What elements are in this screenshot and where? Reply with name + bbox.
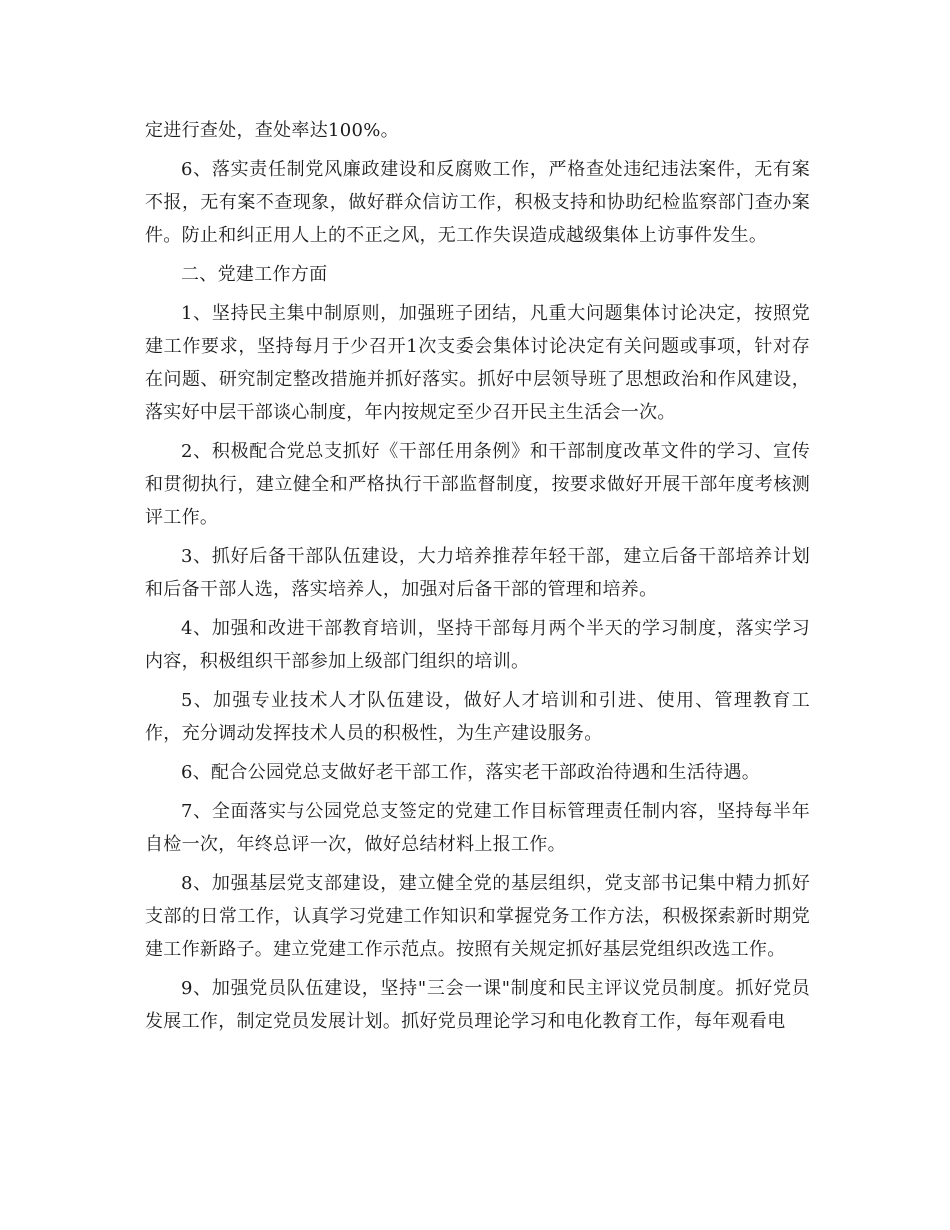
paragraph-item-8: 8、加强基层党支部建设，建立健全党的基层组织，党支部书记集中精力抓好支部的日常工作，认真学习党建工作知识和掌握党务工作方法，积极探索新时期党建工作新路子。建立党建工作示范点。按照有关规定抓好基层党组织改选工作。 [145,873,810,960]
section-heading-party-building: 二、党建工作方面 [181,264,328,285]
paragraph-item-9: 9、加强党员队伍建设，坚持"三会一课"制度和民主评议党员制度。抓好党员发展工作，制定党员发展计划。抓好党员理论学习和电化教育工作，每年观看电 [145,978,810,1032]
paragraph-item-3: 3、抓好后备干部队伍建设，大力培养推荐年轻干部，建立后备干部培养计划和后备干部人选，落实培养人，加强对后备干部的管理和培养。 [145,546,810,600]
paragraph-item-4: 4、加强和改进干部教育培训，坚持干部每月两个半天的学习制度，落实学习内容，积极组织干部参加上级部门组织的培训。 [145,618,810,672]
paragraph-item-2: 2、积极配合党总支抓好《干部任用条例》和干部制度改革文件的学习、宣传和贯彻执行，建立健全和严格执行干部监督制度，按要求做好开展干部年度考核测评工作。 [145,441,810,528]
paragraph-item-7: 7、全面落实与公园党总支签定的党建工作目标管理责任制内容，坚持每半年自检一次，年终总评一次，做好总结材料上报工作。 [145,801,810,855]
paragraph-item-1: 1、坚持民主集中制原则，加强班子团结，凡重大问题集体讨论决定，按照党建工作要求，坚持每月于少召开1次支委会集体讨论决定有关问题或事项，针对存在问题、研究制定整改措施并抓好落实。抓好中层领导班了思想政治和作风建设，落实好中层干部谈心制度，年内按规定至少召开民主生活会一次。 [145,303,810,423]
paragraph-item-6: 6、配合公园党总支做好老干部工作，落实老干部政治待遇和生活待遇。 [181,762,761,783]
paragraph-item-6-integrity: 6、落实责任制党风廉政建设和反腐败工作，严格查处违纪违法案件，无有案不报，无有案不查现象，做好群众信访工作，积极支持和协助纪检监察部门查办案件。防止和纠正用人上的不正之风，无工作失误造成越级集体上访事件发生。 [145,159,810,246]
paragraph-continuation: 定进行查处，查处率达100%。 [145,120,399,141]
document-body [145,114,810,1038]
paragraph-item-5: 5、加强专业技术人才队伍建设，做好人才培训和引进、使用、管理教育工作，充分调动发挥技术人员的积极性，为生产建设服务。 [145,690,810,744]
